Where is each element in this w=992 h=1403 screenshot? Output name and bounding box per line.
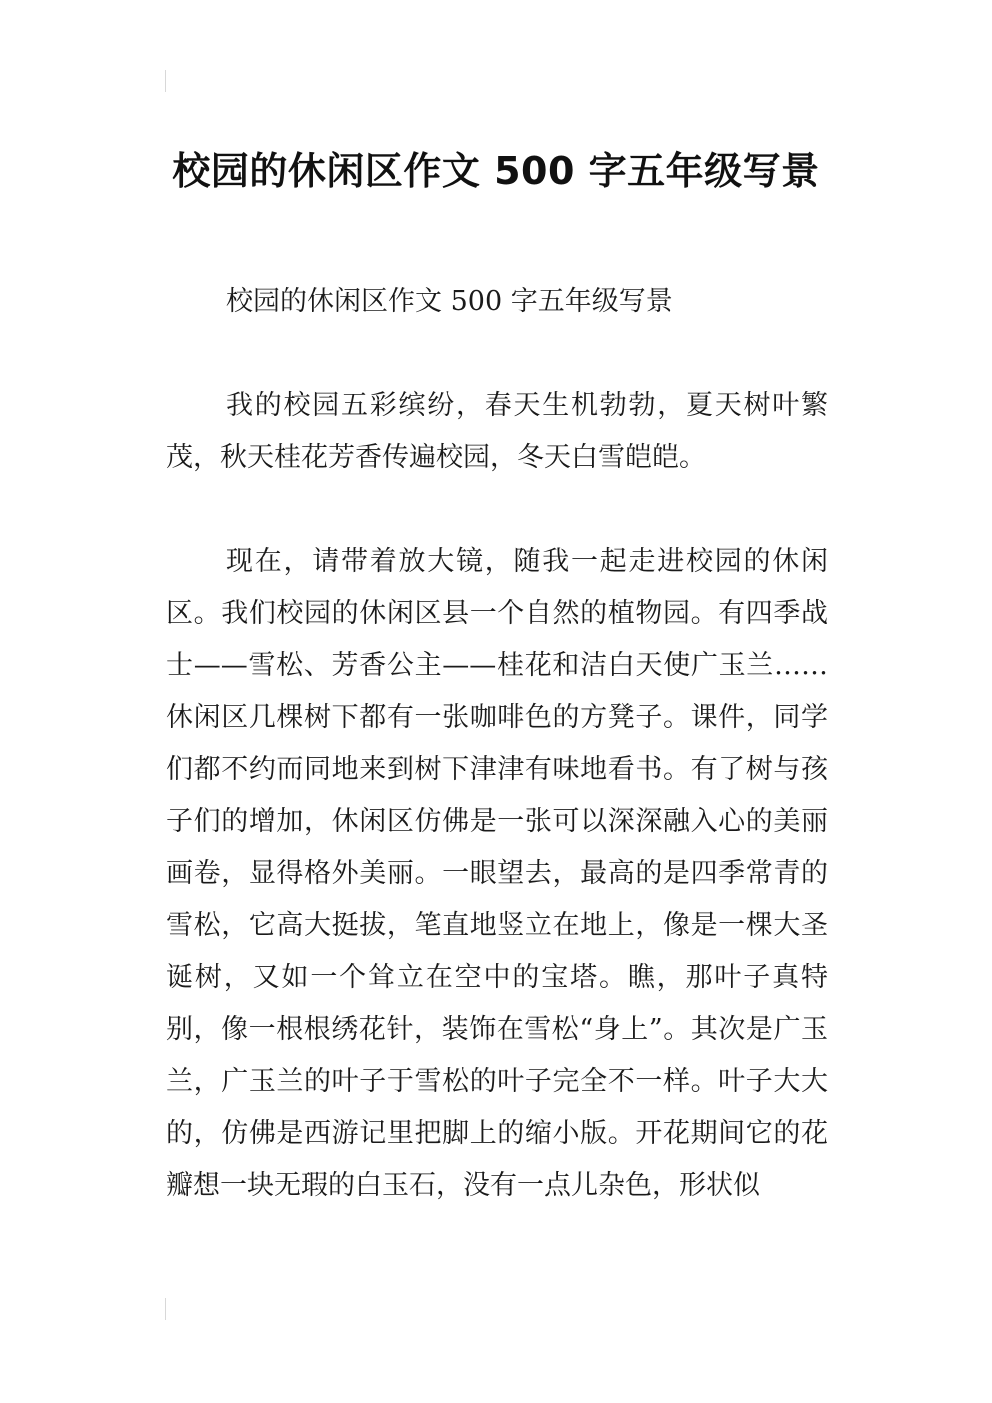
document-subtitle: 校园的休闲区作文 500 字五年级写景 <box>226 286 673 317</box>
crop-mark-bottom <box>165 1298 166 1320</box>
paragraph-intro: 我的校园五彩缤纷，春天生机勃勃，夏天树叶繁茂，秋天桂花芳香传遍校园，冬天白雪皑皑。 <box>166 390 828 473</box>
paragraph-main: 现在，请带着放大镜，随我一起走进校园的休闲区。我们校园的休闲区县一个自然的植物园。有四季战士——雪松、芳香公主——桂花和洁白天使广玉兰……休闲区几棵树下都有一张咖啡色的方凳子。课件，同学们都不约而同地来到树下津津有味地看书。有了树与孩子们的增加，休闲区仿佛是一张可以深深融入心的美丽画卷，显得格外美丽。一眼望去，最高的是四季常青的雪松，它高大挺拔，笔直地竖立在地上，像是一棵大圣诞树，又如一个耸立在空中的宝塔。瞧，那叶子真特别，像一根根绣花针，装饰在雪松“身上”。其次是广玉兰，广玉兰的叶子于雪松的叶子完全不一样。叶子大大的，仿佛是西游记里把脚上的缩小版。开花期间它的花瓣想一块无瑕的白玉石，没有一点儿杂色，形状似 <box>166 546 828 1201</box>
crop-mark-top <box>165 70 166 92</box>
document-title: 校园的休闲区作文 500 字五年级写景 <box>172 149 820 194</box>
